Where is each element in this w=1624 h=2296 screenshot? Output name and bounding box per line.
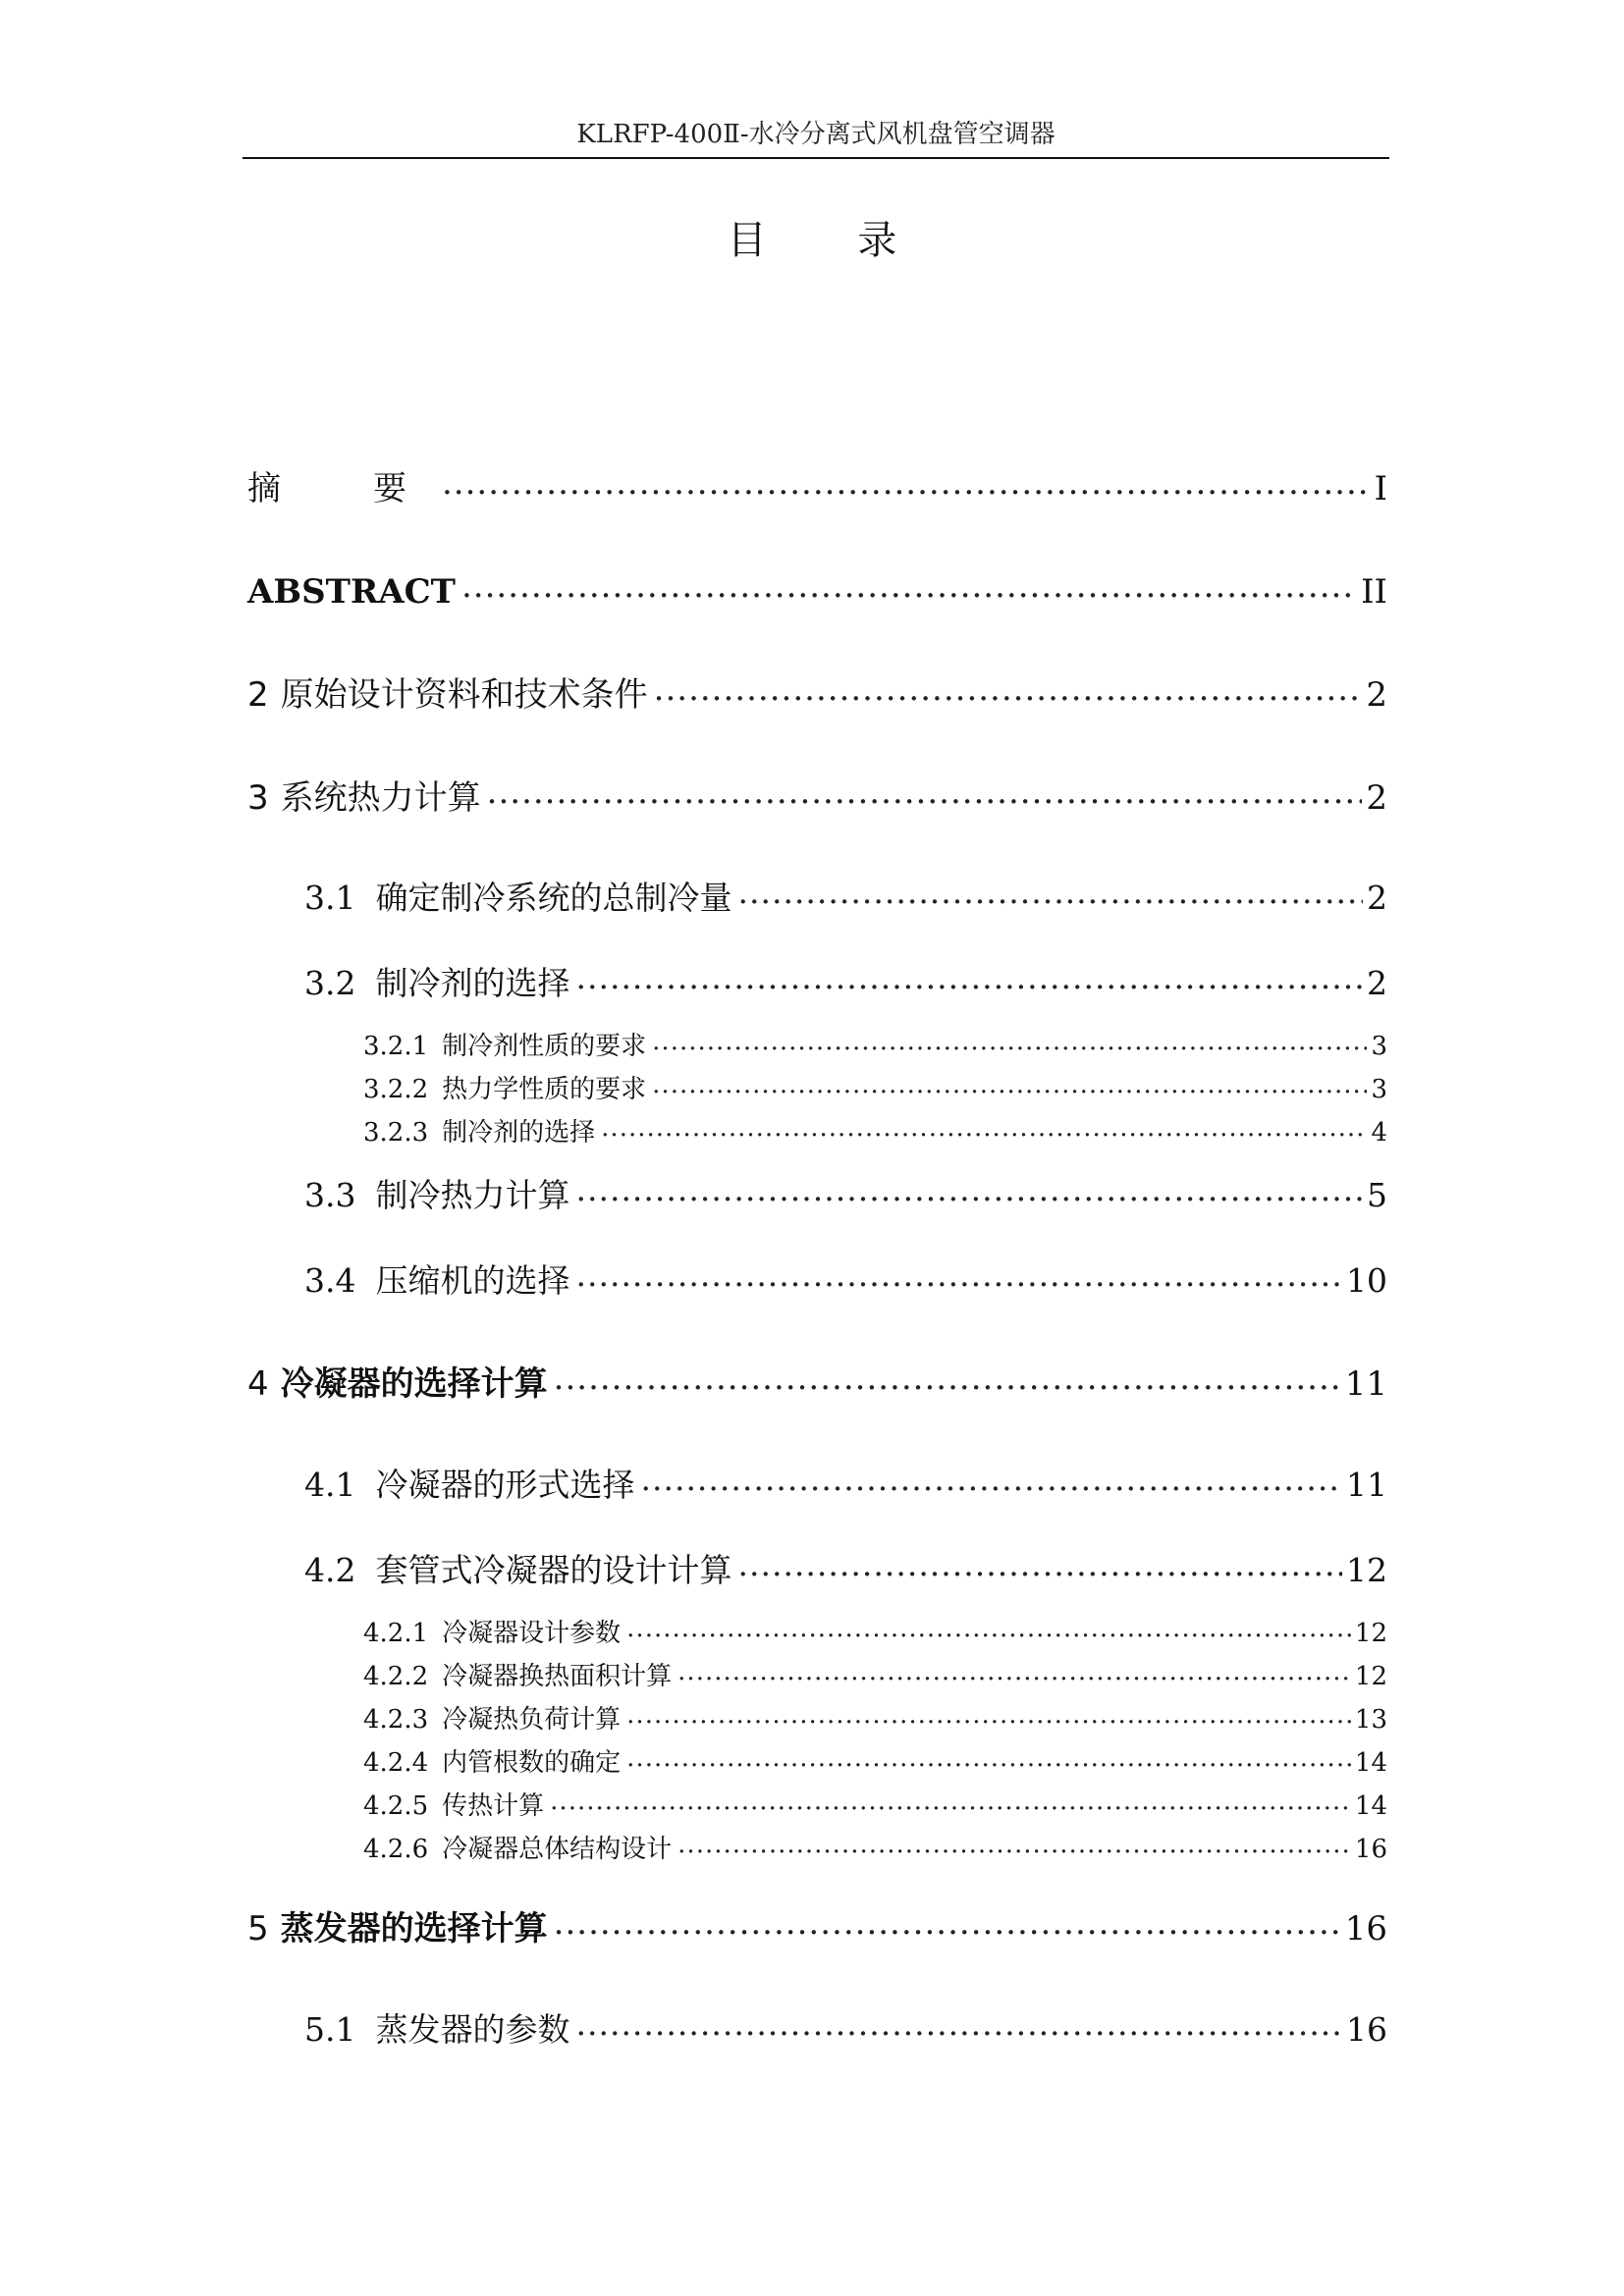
dot-leader — [654, 670, 1363, 720]
toc-entry-page: 14 — [1354, 1748, 1387, 1778]
toc-entry-number: 4.2.6 — [363, 1835, 429, 1864]
toc-entry-number: 4 — [247, 1364, 269, 1404]
toc-entry-page: 2 — [1366, 675, 1387, 715]
toc-entry-abstract-en[interactable] — [247, 567, 1387, 616]
toc-entry-title: 冷凝器设计参数 — [442, 1619, 622, 1648]
toc-entry-4[interactable] — [247, 1360, 1387, 1409]
toc-entry-number: 4.2 — [304, 1551, 356, 1589]
toc-entry-number: 4.2.1 — [363, 1619, 429, 1648]
dot-leader — [652, 1072, 1367, 1107]
toc-entry-4-2-5[interactable] — [363, 1789, 1387, 1824]
toc-entry-3-2-1[interactable] — [363, 1029, 1387, 1064]
dot-leader — [575, 1257, 1342, 1305]
toc-entry-title: 套管式冷凝器的设计计算 — [375, 1551, 732, 1589]
dot-leader — [461, 567, 1357, 616]
toc-entry-4-1[interactable] — [304, 1462, 1387, 1509]
toc-entry-title: 蒸发器的参数 — [375, 2010, 570, 2049]
dot-leader — [626, 1616, 1351, 1651]
toc-entry-page: 5 — [1367, 1176, 1387, 1214]
toc-entry-number: 3.2.1 — [363, 1032, 429, 1061]
toc-entry-page: 3 — [1371, 1075, 1387, 1104]
toc-entry-page: 11 — [1346, 1466, 1387, 1504]
toc-entry-page: I — [1374, 469, 1387, 508]
toc-entry-page: II — [1361, 572, 1387, 612]
toc-entry-number: 3.2.3 — [363, 1118, 429, 1148]
dot-leader — [554, 1904, 1341, 1953]
toc-entry-title: 冷凝热负荷计算 — [442, 1705, 622, 1735]
toc-entry-5[interactable] — [247, 1904, 1387, 1953]
toc-entry-number: 3.2.2 — [363, 1075, 429, 1104]
dot-leader — [554, 1360, 1341, 1409]
toc-entry-page: 16 — [1354, 1835, 1387, 1864]
toc-entry-number: 3.4 — [304, 1261, 356, 1300]
toc-entry-number: 4.2.5 — [363, 1791, 429, 1821]
toc-entry-title: 冷凝器换热面积计算 — [442, 1662, 673, 1691]
toc-entry-3-2[interactable] — [304, 960, 1387, 1007]
toc-entry-4-2-2[interactable] — [363, 1659, 1387, 1694]
toc-entry-title: 冷凝器总体结构设计 — [442, 1835, 673, 1864]
dot-leader — [640, 1462, 1342, 1509]
toc-entry-title: 热力学性质的要求 — [442, 1075, 647, 1104]
toc-entry-title: 摘 要 — [247, 469, 436, 508]
toc-entry-page: 4 — [1371, 1118, 1387, 1148]
toc-entry-title: 系统热力计算 — [280, 778, 481, 818]
toc-entry-number: 4.2.2 — [363, 1662, 429, 1691]
toc-entry-number: 3 — [247, 778, 269, 818]
dot-leader — [626, 1745, 1351, 1781]
toc-entry-number: 3.1 — [304, 879, 356, 917]
toc-entry-page: 2 — [1367, 964, 1387, 1002]
toc-entry-3-1[interactable] — [304, 875, 1387, 922]
dot-leader — [550, 1789, 1351, 1824]
toc-entry-2[interactable] — [247, 670, 1387, 720]
toc-entry-page: 12 — [1354, 1619, 1387, 1648]
toc-entry-3-3[interactable] — [304, 1172, 1387, 1219]
toc-entry-4-2-3[interactable] — [363, 1702, 1387, 1737]
dot-leader — [575, 1172, 1363, 1219]
dot-leader — [575, 960, 1363, 1007]
toc-entry-4-2[interactable] — [304, 1547, 1387, 1594]
toc-entry-page: 16 — [1346, 2010, 1387, 2049]
dot-leader — [487, 774, 1363, 823]
dot-leader — [652, 1029, 1367, 1064]
toc-entry-number: 2 — [247, 675, 269, 715]
toc-title: 目 录 — [727, 218, 937, 263]
toc-entry-page: 10 — [1346, 1261, 1387, 1300]
toc-entry-title: 蒸发器的选择计算 — [280, 1909, 548, 1949]
toc-entry-title: 压缩机的选择 — [375, 1261, 570, 1300]
toc-entry-title: 确定制冷系统的总制冷量 — [375, 879, 732, 917]
toc-entry-number: 4.2.4 — [363, 1748, 429, 1778]
dot-leader — [677, 1832, 1351, 1867]
toc-entry-title: 内管根数的确定 — [442, 1748, 622, 1778]
toc-entry-number: 3.3 — [304, 1176, 356, 1214]
toc-entry-5-1[interactable] — [304, 2006, 1387, 2054]
running-header: KLRFP-400Ⅱ-水冷分离式风机盘管空调器 — [576, 120, 1056, 149]
toc-entry-page: 2 — [1367, 879, 1387, 917]
toc-entry-page: 3 — [1371, 1032, 1387, 1061]
toc-entry-title: 冷凝器的选择计算 — [280, 1364, 548, 1404]
toc-entry-4-2-1[interactable] — [363, 1616, 1387, 1651]
dot-leader — [677, 1659, 1351, 1694]
toc-entry-title: 制冷剂的选择 — [375, 964, 570, 1002]
toc-entry-title: 原始设计资料和技术条件 — [280, 675, 648, 715]
toc-entry-page: 11 — [1344, 1364, 1387, 1404]
toc-entry-number: 4.1 — [304, 1466, 356, 1504]
toc-entry-page: 12 — [1346, 1551, 1387, 1589]
toc-entry-title: 制冷剂的选择 — [442, 1118, 596, 1148]
toc-entry-3-2-3[interactable] — [363, 1115, 1387, 1150]
toc-entry-3-2-2[interactable] — [363, 1072, 1387, 1107]
dot-leader — [601, 1115, 1367, 1150]
dot-leader — [737, 875, 1363, 922]
dot-leader — [737, 1547, 1342, 1594]
toc-entry-number: 3.2 — [304, 964, 356, 1002]
dot-leader — [575, 2006, 1342, 2054]
dot-leader — [442, 464, 1371, 513]
toc-entry-page: 13 — [1354, 1705, 1387, 1735]
toc-entry-title: ABSTRACT — [247, 572, 456, 612]
toc-entry-number: 4.2.3 — [363, 1705, 429, 1735]
toc-entry-4-2-4[interactable] — [363, 1745, 1387, 1781]
toc-entry-title: 制冷剂性质的要求 — [442, 1032, 647, 1061]
toc-entry-page: 16 — [1344, 1909, 1387, 1949]
dot-leader — [626, 1702, 1351, 1737]
toc-entry-abstract-cn[interactable] — [247, 464, 1387, 513]
toc-entry-title: 制冷热力计算 — [375, 1176, 570, 1214]
toc-entry-4-2-6[interactable] — [363, 1832, 1387, 1867]
toc-entry-number: 5 — [247, 1909, 269, 1949]
toc-entry-3-4[interactable] — [304, 1257, 1387, 1305]
toc-entry-title: 冷凝器的形式选择 — [375, 1466, 635, 1504]
toc-entry-page: 12 — [1354, 1662, 1387, 1691]
toc-entry-page: 2 — [1366, 778, 1387, 818]
toc-entry-page: 14 — [1354, 1791, 1387, 1821]
toc-entry-3[interactable] — [247, 774, 1387, 823]
toc-entry-number: 5.1 — [304, 2010, 356, 2049]
toc-entry-title: 传热计算 — [442, 1791, 545, 1821]
